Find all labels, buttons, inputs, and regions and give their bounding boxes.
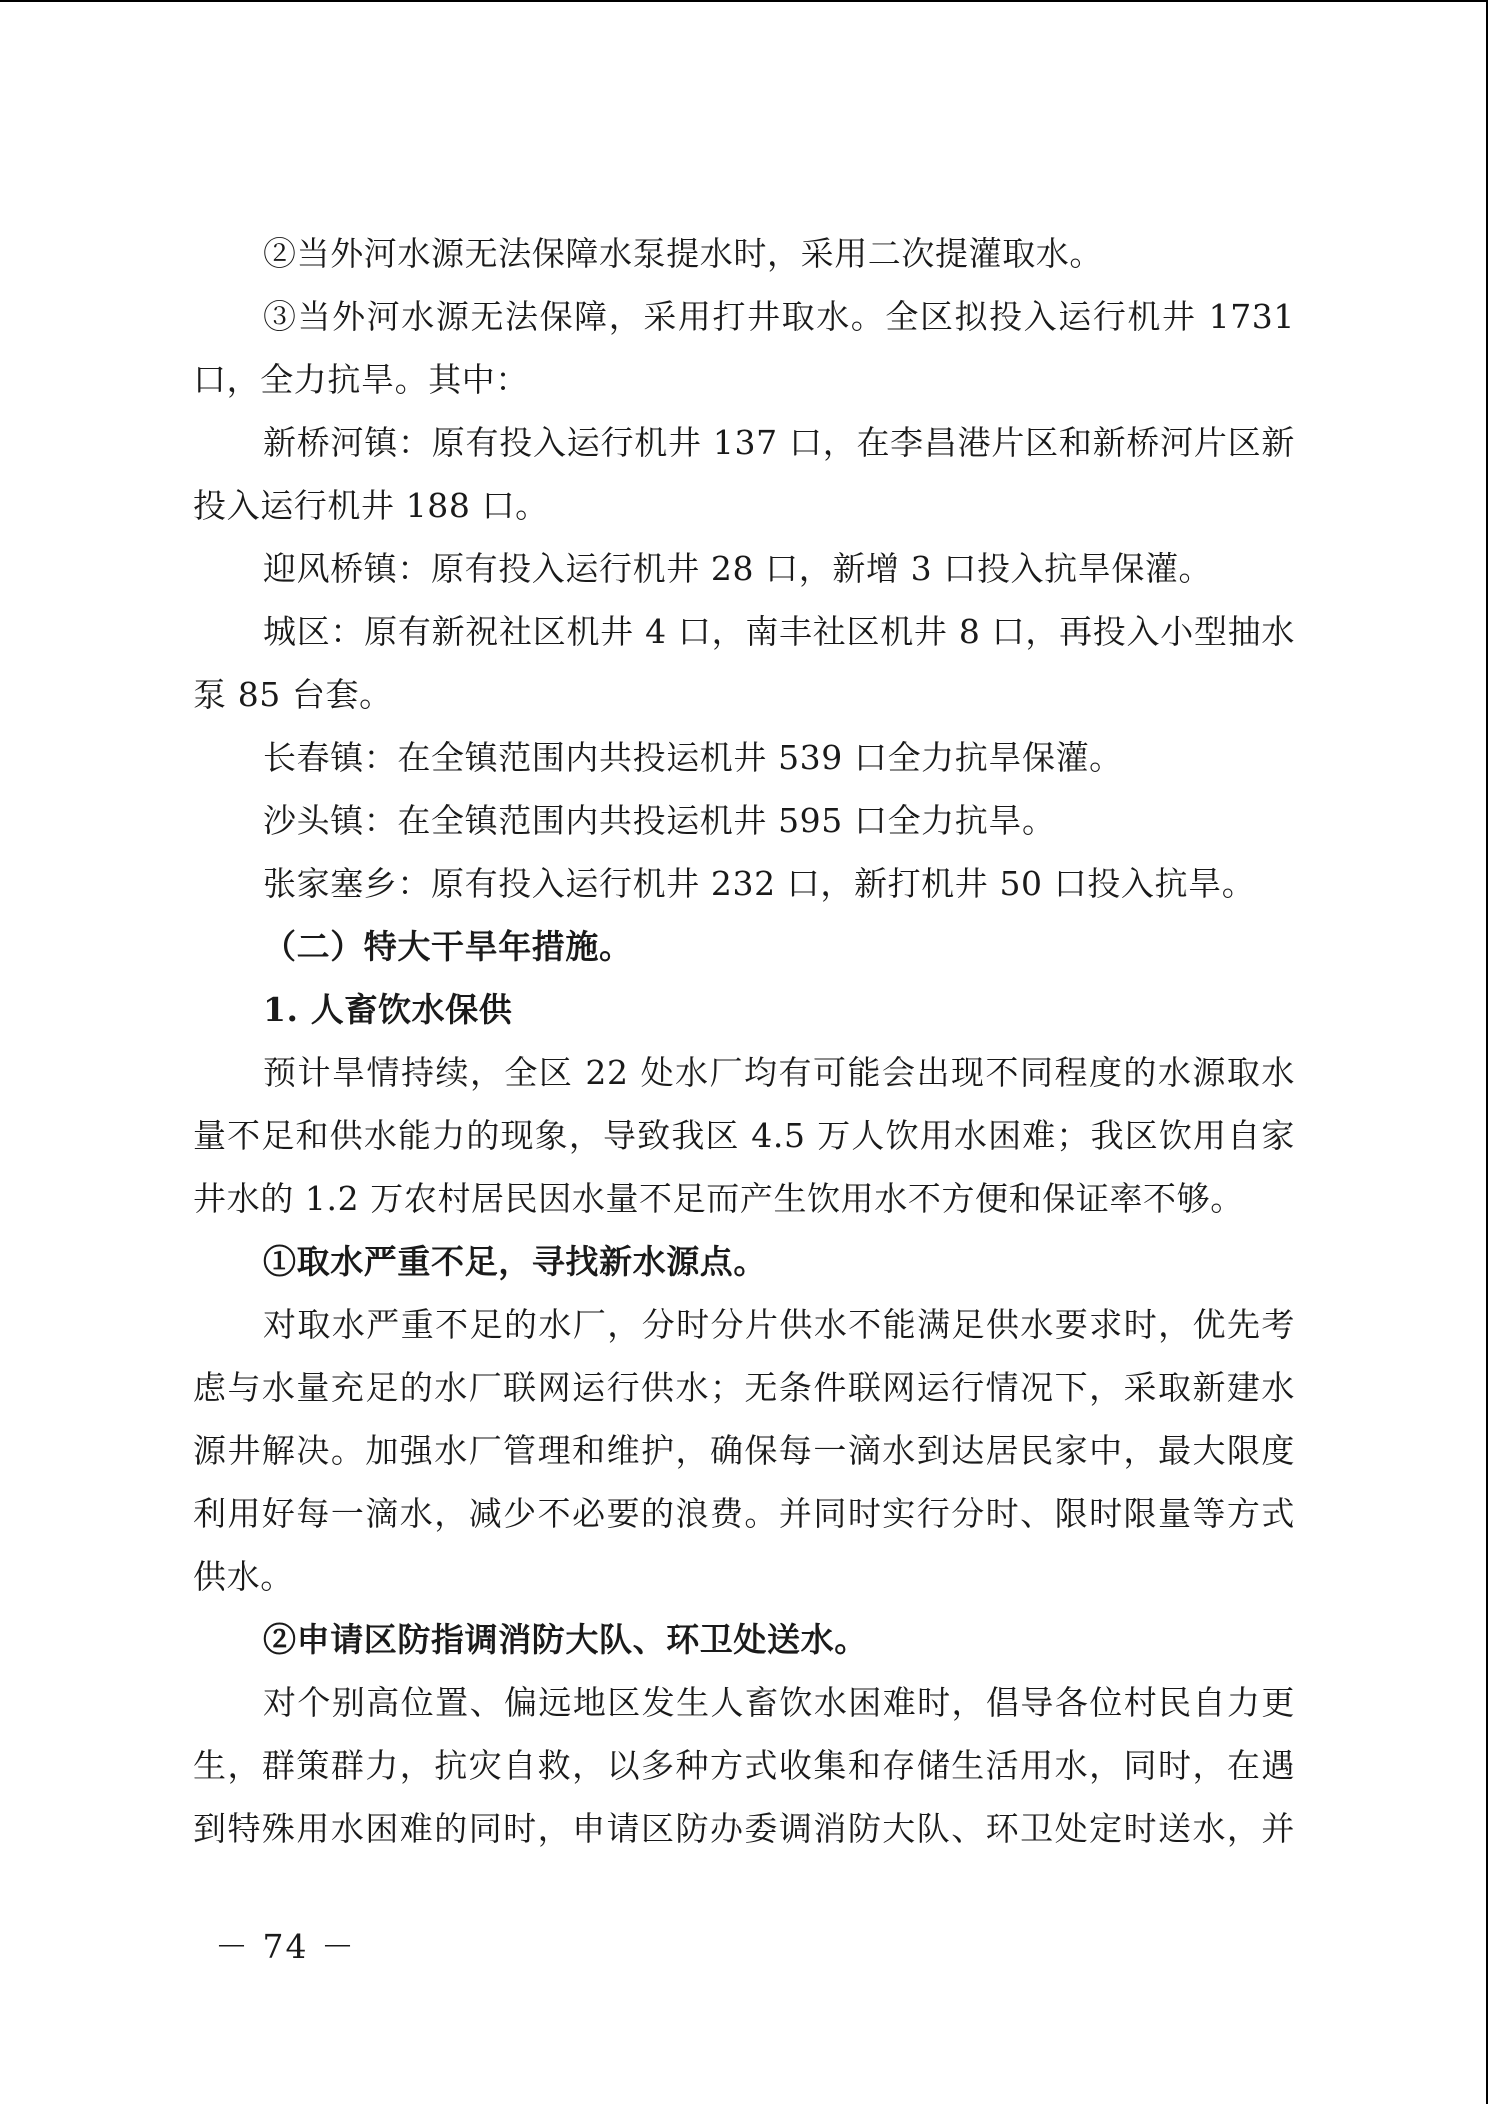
text-line: ②当外河水源无法保障水泵提水时，采用二次提灌取水。 <box>263 234 1103 273</box>
text-line: 投入运行机井 188 口。 <box>193 486 549 525</box>
text-line: 口，全力抗旱。其中： <box>193 360 529 399</box>
subsection-heading: 1. 人畜饮水保供 <box>263 990 513 1029</box>
text-line: 对取水严重不足的水厂，分时分片供水不能满足供水要求时，优先考 <box>263 1305 1295 1344</box>
section-heading: （二）特大干旱年措施。 <box>263 927 633 966</box>
text-line: 虑与水量充足的水厂联网运行供水；无条件联网运行情况下，采取新建水 <box>193 1368 1295 1407</box>
text-line: 生，群策群力，抗灾自救，以多种方式收集和存储生活用水，同时，在遇 <box>193 1746 1295 1785</box>
item-heading: ②申请区防指调消防大队、环卫处送水。 <box>263 1620 868 1659</box>
page-number: － 74 － <box>215 1927 356 1966</box>
text-line: 量不足和供水能力的现象，导致我区 4.5 万人饮用水困难；我区饮用自家 <box>193 1116 1295 1155</box>
text-line: 到特殊用水困难的同时，申请区防办委调消防大队、环卫处定时送水，并 <box>193 1809 1295 1848</box>
text-line: 源井解决。加强水厂管理和维护，确保每一滴水到达居民家中，最大限度 <box>193 1431 1295 1470</box>
text-line: 城区：原有新祝社区机井 4 口，南丰社区机井 8 口，再投入小型抽水 <box>263 612 1295 651</box>
text-line: 长春镇：在全镇范围内共投运机井 539 口全力抗旱保灌。 <box>263 738 1123 777</box>
text-line: 沙头镇：在全镇范围内共投运机井 595 口全力抗旱。 <box>263 801 1056 840</box>
document-body <box>193 222 1295 1860</box>
text-line: 井水的 1.2 万农村居民因水量不足而产生饮用水不方便和保证率不够。 <box>193 1179 1244 1218</box>
text-line: 利用好每一滴水，减少不必要的浪费。并同时实行分时、限时限量等方式 <box>193 1494 1295 1533</box>
text-line: 供水。 <box>193 1557 294 1596</box>
text-line: 对个别高位置、偏远地区发生人畜饮水困难时，倡导各位村民自力更 <box>263 1683 1295 1722</box>
text-line: ③当外河水源无法保障，采用打井取水。全区拟投入运行机井 1731 <box>263 297 1295 336</box>
text-line: 新桥河镇：原有投入运行机井 137 口，在李昌港片区和新桥河片区新 <box>263 423 1295 462</box>
text-line: 预计旱情持续，全区 22 处水厂均有可能会出现不同程度的水源取水 <box>263 1053 1295 1092</box>
text-line: 张家塞乡：原有投入运行机井 232 口，新打机井 50 口投入抗旱。 <box>263 864 1256 903</box>
item-heading: ①取水严重不足，寻找新水源点。 <box>263 1242 767 1281</box>
text-line: 泵 85 台套。 <box>193 675 393 714</box>
page-border-top <box>0 0 1488 2</box>
text-line: 迎风桥镇：原有投入运行机井 28 口，新增 3 口投入抗旱保灌。 <box>263 549 1213 588</box>
